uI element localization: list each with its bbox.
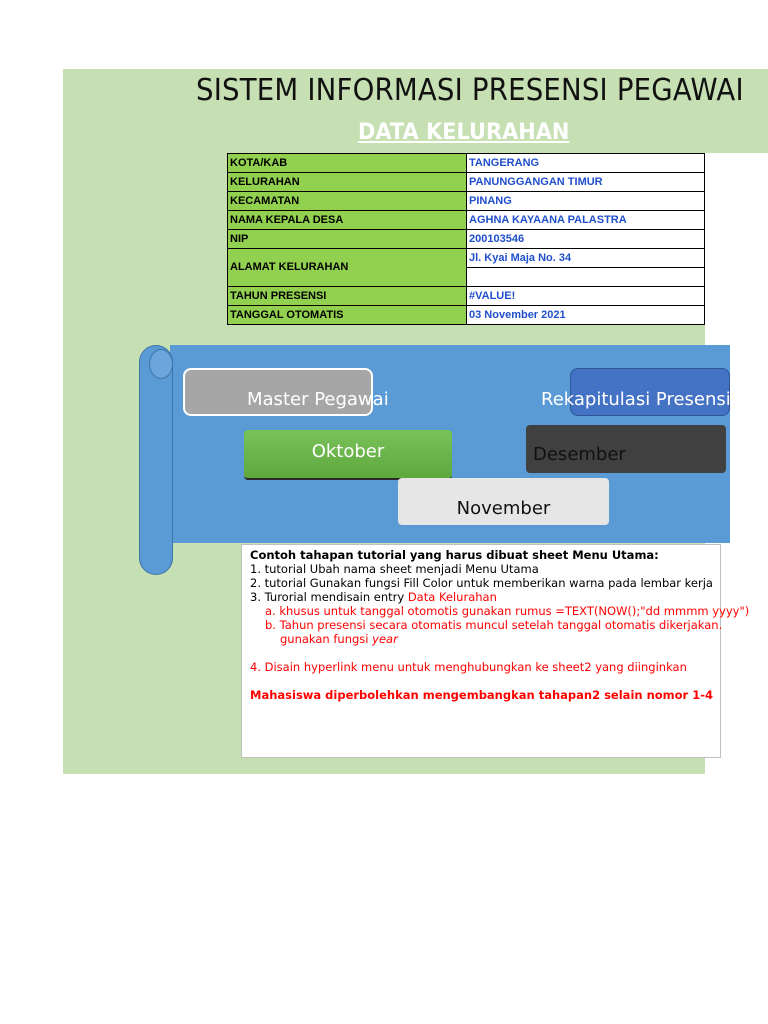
instruction-step-3b-continued bbox=[250, 632, 712, 646]
table-label-cell[interactable]: KOTA/KAB bbox=[228, 154, 467, 173]
table-value-cell[interactable]: 03 November 2021 bbox=[467, 306, 705, 325]
rekapitulasi-presensi-label[interactable]: Rekapitulasi Presensi bbox=[541, 389, 731, 410]
table-value-cell[interactable]: PINANG bbox=[467, 192, 705, 211]
table-empty-cell[interactable] bbox=[467, 268, 705, 287]
instruction-step-3b: b. Tahun presensi secara otomatis muncul setelah tanggal otomatis dikerjakan. bbox=[265, 618, 723, 632]
table-label-cell[interactable]: NAMA KEPALA DESA bbox=[228, 211, 467, 230]
instruction-note: Mahasiswa diperbolehkan mengembangkan tahapan2 selain nomor 1-4 bbox=[250, 688, 713, 702]
spacer bbox=[250, 674, 712, 688]
table-row bbox=[228, 154, 705, 173]
table-row bbox=[228, 230, 705, 249]
table-label-cell[interactable]: KECAMATAN bbox=[228, 192, 467, 211]
table-label-cell[interactable]: ALAMAT KELURAHAN bbox=[228, 249, 467, 287]
table-label-cell[interactable]: NIP bbox=[228, 230, 467, 249]
scroll-curl bbox=[139, 345, 173, 575]
table-value-cell[interactable]: PANUNGGANGAN TIMUR bbox=[467, 173, 705, 192]
table-label-cell[interactable]: KELURAHAN bbox=[228, 173, 467, 192]
table-row bbox=[228, 173, 705, 192]
instructions-textbox[interactable] bbox=[241, 544, 750, 758]
spacer bbox=[250, 646, 712, 660]
section-subtitle: DATA KELURAHAN bbox=[358, 120, 570, 145]
instruction-step-3-highlight: Data Kelurahan bbox=[407, 590, 497, 604]
table-row bbox=[228, 192, 705, 211]
table-label-cell[interactable]: TANGGAL OTOMATIS bbox=[228, 306, 467, 325]
desember-button[interactable]: Desember bbox=[526, 425, 726, 473]
table-label-cell[interactable]: TAHUN PRESENSI bbox=[228, 287, 467, 306]
oktober-button[interactable]: Oktober bbox=[244, 430, 452, 480]
instruction-step-3b-cont-text: gunakan fungsi bbox=[280, 632, 373, 646]
scroll-edge-line bbox=[172, 378, 173, 543]
instruction-step-2: 2. tutorial Gunakan fungsi Fill Color untuk memberikan warna pada lembar kerja bbox=[250, 576, 713, 590]
table-row bbox=[228, 287, 705, 306]
instruction-step-4: 4. Disain hyperlink menu untuk menghubungkan ke sheet2 yang diinginkan bbox=[250, 660, 687, 674]
kelurahan-data-table bbox=[227, 153, 705, 325]
instructions-title: Contoh tahapan tutorial yang harus dibuat sheet Menu Utama: bbox=[250, 548, 659, 562]
table-value-cell[interactable]: Jl. Kyai Maja No. 34 bbox=[467, 249, 705, 268]
instruction-step-3 bbox=[250, 590, 712, 604]
instruction-step-3b-cont-emphasis: year bbox=[372, 632, 398, 646]
november-button[interactable]: November bbox=[398, 478, 609, 525]
instruction-step-1: 1. tutorial Ubah nama sheet menjadi Menu Utama bbox=[250, 562, 539, 576]
master-pegawai-label[interactable]: Master Pegawai bbox=[247, 389, 389, 410]
instruction-step-3-text: 3. Turorial mendisain entry bbox=[250, 590, 408, 604]
table-row bbox=[228, 211, 705, 230]
instruction-step-3a: a. khusus untuk tanggal otomotis gunakan rumus =TEXT(NOW();"dd mmmm yyyy") bbox=[265, 604, 750, 618]
table-row bbox=[228, 249, 705, 268]
page-title: SISTEM INFORMASI PRESENSI PEGAWAI bbox=[196, 73, 744, 108]
table-value-cell[interactable]: 200103546 bbox=[467, 230, 705, 249]
table-value-cell[interactable]: #VALUE! bbox=[467, 287, 705, 306]
table-value-cell[interactable]: TANGERANG bbox=[467, 154, 705, 173]
table-value-cell[interactable]: AGHNA KAYAANA PALASTRA bbox=[467, 211, 705, 230]
table-row bbox=[228, 306, 705, 325]
scroll-curl-top bbox=[149, 349, 173, 379]
